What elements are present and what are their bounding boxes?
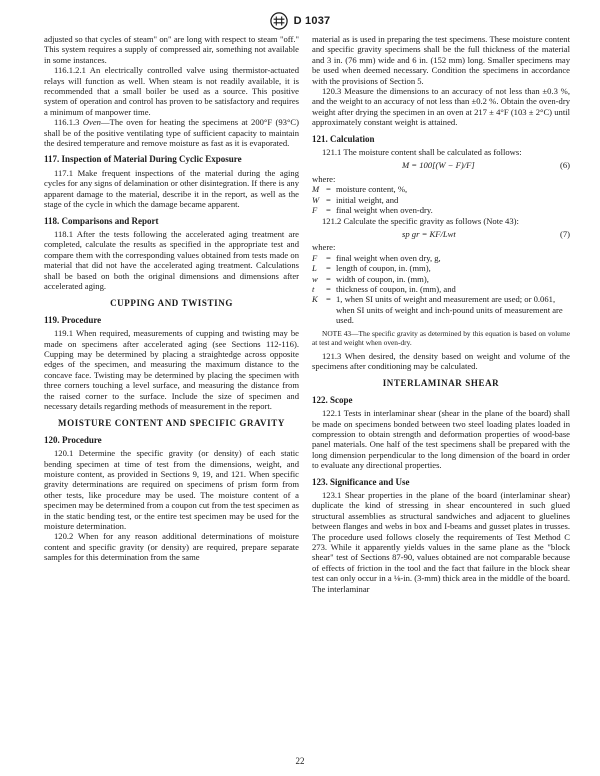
equation-text: M = 100[(W − F)/F]	[402, 160, 475, 171]
definition: t = thickness of coupon, in. (mm), and	[312, 283, 456, 294]
definition: W = initial weight, and	[312, 194, 399, 205]
paragraph: 123.1 Shear properties in the plane of the board (interlaminar shear) duplicate the kind of stressing in shear encountered in such glued structural assemblies as structural sandwiches and adjacent to gluelines between flanges and webs in box and I-beams and gusset plates in trusses. The procedure used follows closely the requirements of Test Method C 273. While it apparently yields values in the same plane as the "block shear" test of Sections 87-90, values obtained are not comparable because of effects of friction in the tool and the fact that failure in the block shear test can only occur in a ⅛-in. (3-mm) thick area in the middle of the board. The interlaminar	[312, 490, 570, 594]
standard-designation: D 1037	[293, 15, 331, 27]
equation-6	[312, 160, 570, 170]
right-column	[312, 34, 570, 594]
section-heading: 118. Comparisons and Report	[44, 215, 159, 226]
paragraph: 120.3 Measure the dimensions to an accuracy of not less than ±0.3 %, and the weight to an accuracy of not less than ±0.2 %. Obtain the oven-dry weight after drying the specimen in an oven at 217 ± 4°F (103 ± 2°C) until approximately constant weight is attained.	[312, 86, 570, 128]
definition: w = width of coupon, in. (mm),	[312, 273, 429, 284]
paragraph: 117.1 Make frequent inspections of the material during the aging cycles for any signs of delamination or other disintegration. If there is any apparent damage to the material, describe it in the report, as well as the stage of the cycle in which the damage became apparent.	[44, 167, 299, 210]
paragraph: 116.1.2.1 An electrically controlled valve using thermistor-actuated relays will function as well. When steam is not readily available, it is recommended that a small boiler be used as a source. This positive system of operation and control has proven to be satisfactory and requires a minimum of manpower time.	[44, 65, 299, 117]
part-heading: CUPPING AND TWISTING	[110, 298, 233, 309]
definition: F = final weight when oven-dry.	[312, 205, 433, 216]
part-heading: MOISTURE CONTENT AND SPECIFIC GRAVITY	[58, 418, 285, 429]
paragraph: 116.1.3 Oven—The oven for heating the specimens at 200°F (93°C) shall be of the positive ventilating type of sufficient capacity to maintain the desired temperature and remove moisture as fast as it is evaporated.	[44, 117, 299, 149]
paragraph: 121.2 Calculate the specific gravity as follows (Note 43):	[322, 215, 519, 226]
page-number: 22	[295, 756, 305, 766]
definition: K = 1, when SI units of weight and measurement are used; or 0.061, when SI units of weight and inch-pound units of measurement are used.	[312, 294, 563, 326]
definition: M = moisture content, %,	[312, 184, 408, 195]
definitions-list	[312, 184, 570, 215]
equation-number: (6)	[559, 160, 570, 171]
part-heading: INTERLAMINAR SHEAR	[382, 378, 500, 389]
definitions-list	[312, 253, 570, 326]
paragraph: 120.1 Determine the specific gravity (or density) of each static bending specimen at time of test from the dimensions, weight, and moisture content, as provided in Sections 9, 19, and 121. When specific gravity determinations are required on specimens of prism form from other tests, like procedure may be used. The moisture content of a specimen may be determined from a coupon cut from the test specimen as in the static bending test, or the entire test specimen may be used for the moisture determination.	[44, 448, 299, 532]
paragraph: material as is used in preparing the test specimens. These moisture content and specific gravity specimens shall be the full thickness of the material and 3 in. (76 mm) wide and 6 in. (152 mm) long. Smaller specimens may be used when deemed necessary. Condition the specimens in accordance with the provisions of Section 5.	[312, 34, 570, 86]
section-heading: 122. Scope	[312, 394, 353, 405]
paragraph: 119.1 When required, measurements of cupping and twisting may be made on specimens after accelerated aging (see Sections 112-116). Cupping may be determined by placing a straightedge across opposite edges of the specimen, and measuring the maximum distance to the concave face. Twisting may be determined by placing the specimen with three corners touching a level surface, and measuring the distance from the raised corner to the surface. Include the size of specimen and necessary details regarding methods of measurement in the report.	[44, 328, 299, 411]
section-heading: 120. Procedure	[44, 434, 102, 445]
paragraph: 122.1 Tests in interlaminar shear (shear in the plane of the board) shall be made on specimens bonded between two steel loading plates loaded in compression to obtain strength and deformation properties of wood-base panel materials. One half of the test specimens shall be prepared with the long dimension perpendicular to the long dimension of the board in order to evaluate any directional properties.	[312, 408, 570, 471]
section-heading: 117. Inspection of Material During Cyclic Exposure	[44, 154, 242, 165]
where-label: where:	[312, 173, 336, 184]
paragraph: 120.2 When for any reason additional determinations of moisture content and specific gravity (or density) are required, prepare separate samples for this determination from the same	[44, 531, 299, 563]
astm-logo-icon	[270, 12, 288, 30]
page-header	[0, 10, 600, 32]
paragraph: 121.1 The moisture content shall be calculated as follows:	[322, 147, 522, 158]
equation-7	[312, 229, 570, 239]
left-column	[44, 34, 299, 563]
section-heading: 121. Calculation	[312, 133, 375, 144]
equation-text: sp gr = KF/Lwt	[402, 228, 456, 239]
section-heading: 123. Significance and Use	[312, 476, 410, 487]
equation-number: (7)	[559, 228, 570, 239]
definition: L = length of coupon, in. (mm),	[312, 263, 431, 274]
paragraph: adjusted so that cycles of steam" on" are long with respect to steam "off." This system requires a supply of compressed air, something not available in some instances.	[44, 34, 299, 65]
paragraph: 118.1 After the tests following the accelerated aging treatment are completed, calculate the results as specified in the appropriate test and compare them with the corresponding values obtained from tests made on material that did not have the accelerated aging treatment. Calculations shall be based on both the original dimensions and dimensions after accelerated aging.	[44, 228, 299, 291]
section-heading: 119. Procedure	[44, 314, 102, 325]
where-label: where:	[312, 242, 336, 253]
paragraph: 121.3 When desired, the density based on weight and volume of the specimens after conditioning may be calculated.	[312, 350, 570, 371]
definition: F = final weight when oven dry, g,	[312, 252, 441, 263]
note: NOTE 43—The specific gravity as determined by this equation is based on volume at test and weight when oven-dry.	[312, 328, 570, 347]
